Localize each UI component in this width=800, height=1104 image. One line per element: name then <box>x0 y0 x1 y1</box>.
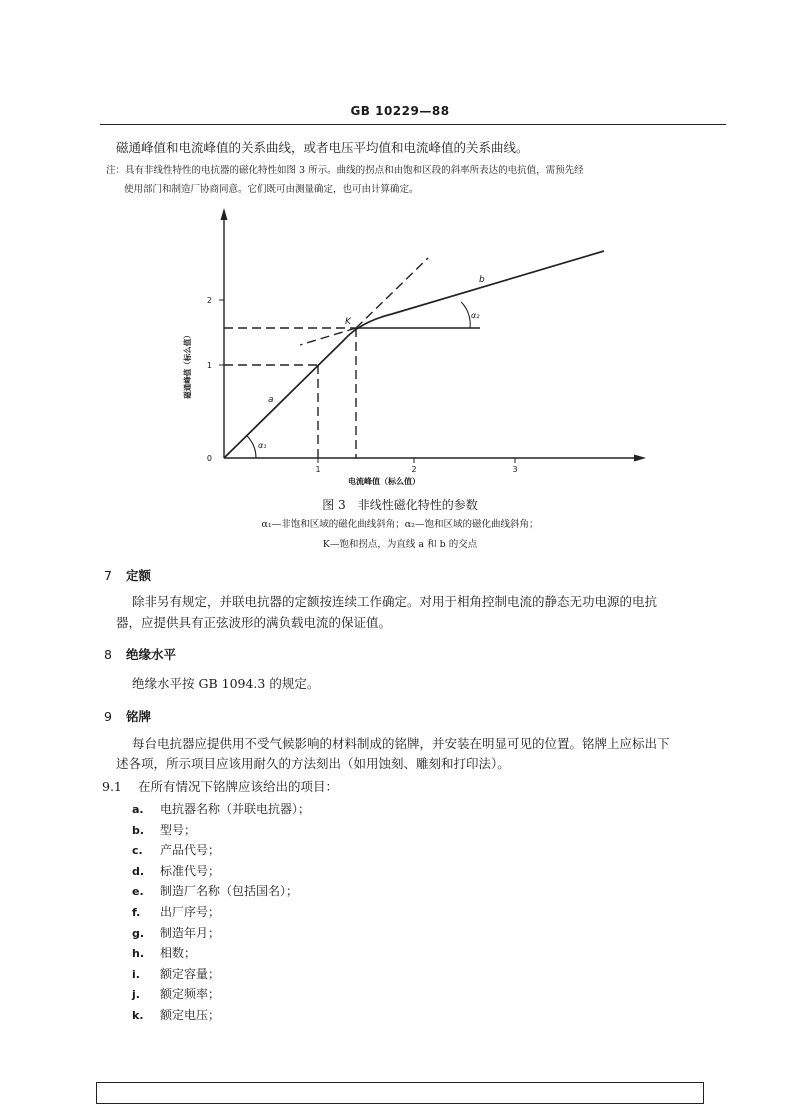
list-item-text: 额定电压； <box>160 1008 221 1022</box>
magnetization-curve <box>224 251 604 458</box>
list-item-text: 型号； <box>160 822 197 837</box>
origin-label: 0 <box>206 454 212 463</box>
y-axis-arrow <box>221 208 228 220</box>
list-item-text: 标准代号； <box>160 863 221 878</box>
note-line-2: 使用部门和制造厂协商同意。它们既可由测量确定，也可由计算确定。 <box>124 184 419 195</box>
note-line-1: 注：具有非线性特性的电抗器的磁化特性如图 3 所示。曲线的拐点和由饱和区段的斜率所表达的电抗值，需预先经 <box>106 165 584 176</box>
curve-label-a: a <box>268 395 274 405</box>
list-item-label: j. <box>132 988 140 1002</box>
section-7-number: 7 <box>104 568 112 583</box>
list-item-text: 电抗器名称（并联电抗器）； <box>160 802 311 816</box>
list-item <box>132 882 298 899</box>
dashed-extension-a <box>356 258 428 328</box>
list-item <box>132 1006 220 1023</box>
list-item-label: a. <box>132 803 144 816</box>
figure-legend-line-1: α₁—非饱和区域的磁化曲线斜角；α₂—饱和区域的磁化曲线斜角； <box>261 519 539 530</box>
list-item-label: i. <box>132 967 140 981</box>
list-item <box>132 903 220 920</box>
x-axis-title: 电流峰值（标么值） <box>348 477 420 486</box>
curve-label-b: b <box>479 275 485 285</box>
list-item <box>132 800 310 817</box>
y-tick-label-2: 2 <box>206 296 212 305</box>
footer-frame <box>96 1082 704 1104</box>
list-item-label: b. <box>132 823 145 837</box>
section-9-line-2: 述各项，所示项目应该用耐久的方法刻出（如用蚀刻、雕刻和打印法）。 <box>116 756 510 771</box>
standard-code-header: GB 10229—88 <box>350 104 450 118</box>
angle-label-alpha1: α₁ <box>258 441 267 450</box>
list-item <box>132 821 196 838</box>
x-tick-label-1: 1 <box>315 465 321 474</box>
section-7-line-1: 除非另有规定，并联电抗器的定额按连续工作确定。对用于相角控制电流的静态无功电源的电抗 <box>132 594 658 609</box>
figure-caption: 图 3 非线性磁化特性的参数 <box>322 498 478 512</box>
list-item <box>132 841 220 858</box>
list-item <box>132 924 220 941</box>
list-item-text: 相数； <box>160 946 197 961</box>
list-item-text: 制造厂名称（包括国名）； <box>160 884 299 899</box>
list-item-text: 制造年月； <box>160 925 221 940</box>
section-7-line-2: 器，应提供具有正弦波形的满负载电流的保证值。 <box>116 615 392 630</box>
section-8-heading <box>104 645 176 663</box>
list-item-label: h. <box>132 947 145 961</box>
section-8-line-1: 绝缘水平按 GB 1094.3 的规定。 <box>132 676 320 691</box>
list-item-label: d. <box>132 864 145 878</box>
angle-label-alpha2: α₂ <box>471 311 480 320</box>
intro-paragraph: 磁通峰值和电流峰值的关系曲线，或者电压平均值和电流峰值的关系曲线。 <box>116 140 529 155</box>
list-item-label: g. <box>132 926 145 940</box>
x-axis-arrow <box>634 455 646 462</box>
list-item-text: 产品代号； <box>160 843 221 858</box>
angle-arc-alpha1 <box>247 436 256 458</box>
list-item <box>132 944 196 961</box>
list-item-label: c. <box>132 844 143 858</box>
x-tick-label-3: 3 <box>512 465 518 474</box>
list-item-label: e. <box>132 885 144 899</box>
section-9-title: 铭牌 <box>126 709 152 724</box>
list-item-text: 出厂序号； <box>160 905 221 919</box>
list-item-label: f. <box>132 906 141 919</box>
list-item-text: 额定容量； <box>160 966 221 981</box>
section-9-number: 9 <box>104 709 112 724</box>
section-7-heading <box>104 566 151 584</box>
section-9-1-number: 9.1 <box>102 779 122 794</box>
section-8-title: 绝缘水平 <box>126 647 177 662</box>
figure-3-magnetization-chart <box>0 0 800 500</box>
section-7-title: 定额 <box>126 568 152 583</box>
section-9-1-line <box>102 777 338 795</box>
section-9-1-text: 在所有情况下铭牌应该给出的项目： <box>138 779 339 794</box>
figure-legend-line-2: K—饱和拐点，为直线 a 和 b 的交点 <box>322 539 478 550</box>
y-axis-title: 磁通峰值（标么值） <box>183 331 192 399</box>
section-9-heading <box>104 707 151 725</box>
knee-point-label: K <box>345 317 351 327</box>
list-item-label: k. <box>132 1009 144 1022</box>
list-item <box>132 985 220 1002</box>
x-tick-label-2: 2 <box>411 465 417 474</box>
list-item <box>132 862 220 879</box>
y-tick-label-1: 1 <box>206 361 212 370</box>
angle-arc-alpha2 <box>461 302 470 328</box>
list-item-text: 额定频率； <box>160 987 221 1002</box>
section-9-line-1: 每台电抗器应提供用不受气候影响的材料制成的铭牌，并安装在明显可见的位置。铭牌上应标出下 <box>132 736 670 751</box>
list-item <box>132 965 220 982</box>
section-8-number: 8 <box>104 647 112 662</box>
